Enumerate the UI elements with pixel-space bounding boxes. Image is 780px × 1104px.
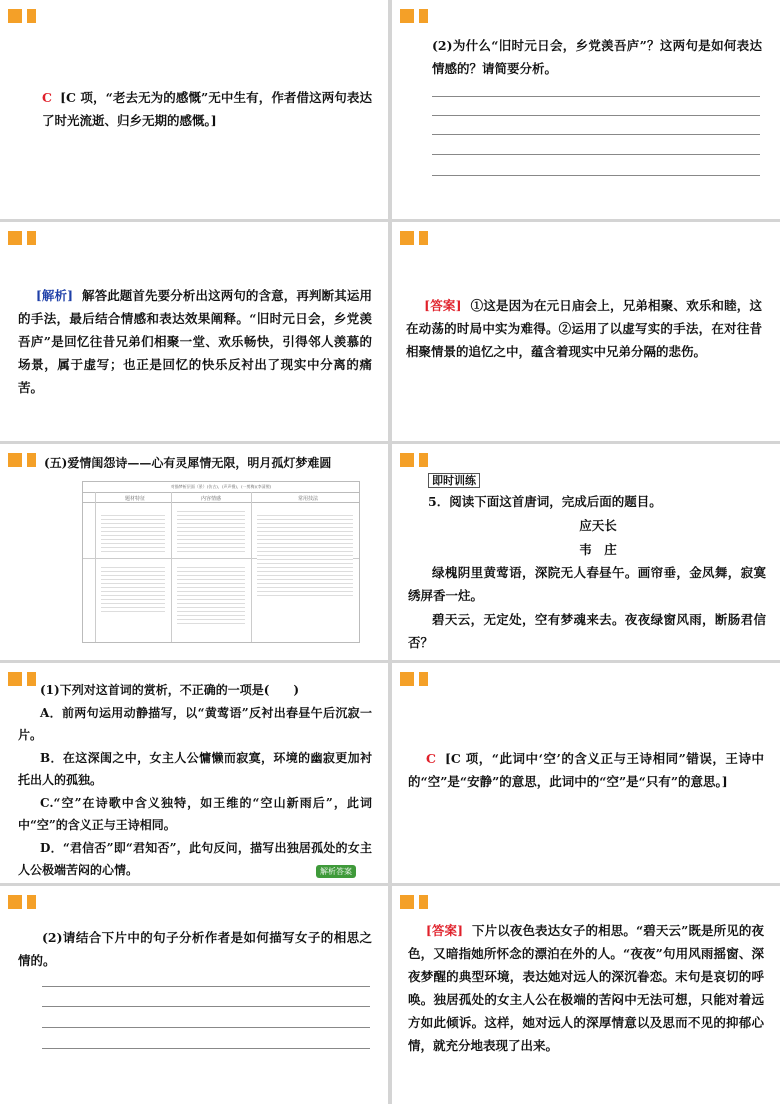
- question-text: (2)请结合下片中的句子分析作者是如何描写女子的相思之情的。: [18, 930, 372, 968]
- slide-7: [0, 663, 388, 883]
- poem-line-2: 碧天云，无定处，空有梦魂来去。夜夜绿窗风雨，断肠君信否？: [408, 612, 766, 650]
- analysis-block: [18, 284, 372, 399]
- answer-letter: C: [426, 751, 436, 766]
- table-header: 常用技法: [297, 496, 318, 502]
- reference-table-image: [82, 481, 360, 643]
- table-header: 内容情感: [200, 496, 221, 502]
- analysis-label: [解析]: [35, 288, 74, 303]
- table-cell-lines: [101, 564, 165, 614]
- answer-line: [42, 1006, 370, 1007]
- table-caption: 对描梦析层面（景）(仿古)，(声声慢)，(一剪梅)(李清照): [170, 484, 272, 489]
- slide-5: [0, 444, 388, 660]
- slide-9: [0, 886, 388, 1104]
- section-title: (五)爱情闺怨诗——心有灵犀情无限，明月孤灯梦难圆: [44, 456, 332, 470]
- answer-line: [432, 175, 760, 176]
- answer-label: [答案]: [424, 298, 462, 313]
- poem-title: 应天长: [579, 518, 617, 533]
- slide-4: [392, 222, 780, 441]
- slide-1: [0, 0, 388, 219]
- analysis-text: 解答此题首先要分析出这两句的含意，再判断其运用的手法，最后结合情感和表达效果阐释。“旧时元日会，乡党羡吾庐”是回忆往昔兄弟们相聚一堂、欢乐畅快，引得邻人羡慕的场景，属于虚写；也正是回忆的快乐反衬出了现实中分离的痛苦。: [18, 288, 372, 395]
- answer-block: [408, 919, 764, 1057]
- answer-line: [432, 96, 760, 97]
- answer-explanation: [C 项，“此词中‘空’的含义正与王诗相同”错误，王诗中的“空”是“安静”的意思，此词中的“空”是“只有”的意思。]: [408, 751, 764, 789]
- answer-line: [432, 134, 760, 135]
- slide-3: [0, 222, 388, 441]
- answer-line: [42, 1048, 370, 1049]
- answer-line: [432, 115, 760, 116]
- option-d: D．“君信否”即“君知否”，此句反问，描写出独居孤处的女主人公极端苦闷的心情。: [18, 840, 372, 877]
- table-cell-lines: [101, 512, 165, 552]
- option-c: C.“空”在诗歌中含义独特，如王维的“空山新雨后”，此词中“空”的含义正与王诗相同。: [18, 795, 372, 832]
- table-header: 题材特征: [124, 496, 145, 502]
- table-cell-lines: [257, 512, 353, 596]
- answer-block: [42, 86, 372, 132]
- option-b: B．在这深闺之中，女主人公慵懒而寂寞，环境的幽寂更加衬托出人的孤独。: [18, 750, 372, 787]
- practice-tag: 即时训练: [428, 473, 480, 488]
- answer-line: [432, 154, 760, 155]
- option-a: A．前两句运用动静描写，以“黄莺语”反衬出春昼午后沉寂一片。: [18, 705, 372, 742]
- slide-2: [392, 0, 780, 219]
- table-cell-lines: [177, 564, 245, 624]
- exercise-tag: [428, 468, 768, 492]
- answer-line: [42, 1027, 370, 1028]
- answer-block: [406, 294, 762, 363]
- slide-10: [392, 886, 780, 1104]
- question-text: (2)为什么“旧时元日会，乡党羡吾庐”？这两句是如何表达情感的？请简要分析。: [432, 38, 762, 76]
- question-stem: (1)下列对这首词的赏析，不正确的一项是( ): [40, 683, 300, 697]
- answer-explanation: [C 项，“老去无为的感慨”无中生有，作者借这两句表达了时光流逝、归乡无期的感慨。]: [42, 90, 372, 128]
- analysis-answer-button[interactable]: 解析答案: [316, 865, 356, 878]
- answer-label: [答案]: [425, 923, 464, 938]
- answer-text: ①这是因为在元日庙会上，兄弟相聚、欢乐和睦，这在动荡的时局中实为难得。②运用了以虚写实的手法，在对往昔相聚情景的追忆之中，蕴含着现实中兄弟分隔的悲伤。: [406, 298, 762, 359]
- answer-text: 下片以夜色表达女子的相思。“碧天云”既是所见的夜色，又暗指她所怀念的漂泊在外的人。“夜夜”句用风雨摇窗、深夜梦醒的典型环境，表达她对远人的深沉眷恋。末句是哀切的呼唤。独居孤处的女主人公在极端的苦闷中无法可想，只能对着远方如此倾诉。这样，她对远人的深厚情意以及思而不见的抑郁心情，就充分地表现了出来。: [408, 923, 764, 1053]
- table-cell-lines: [177, 508, 245, 552]
- poem-author: 韦 庄: [579, 542, 617, 557]
- answer-block: [408, 747, 764, 793]
- slide-6: [392, 444, 780, 660]
- answer-letter: C: [42, 90, 52, 105]
- exercise-question: 5．阅读下面这首唐词，完成后面的题目。: [428, 494, 662, 509]
- question-block: [18, 679, 372, 882]
- slide-8: [392, 663, 780, 883]
- answer-line: [42, 986, 370, 987]
- poem-line-1: 绿槐阴里黄莺语，深院无人春昼午。画帘垂，金凤舞，寂寞绣屏香一炷。: [408, 565, 766, 603]
